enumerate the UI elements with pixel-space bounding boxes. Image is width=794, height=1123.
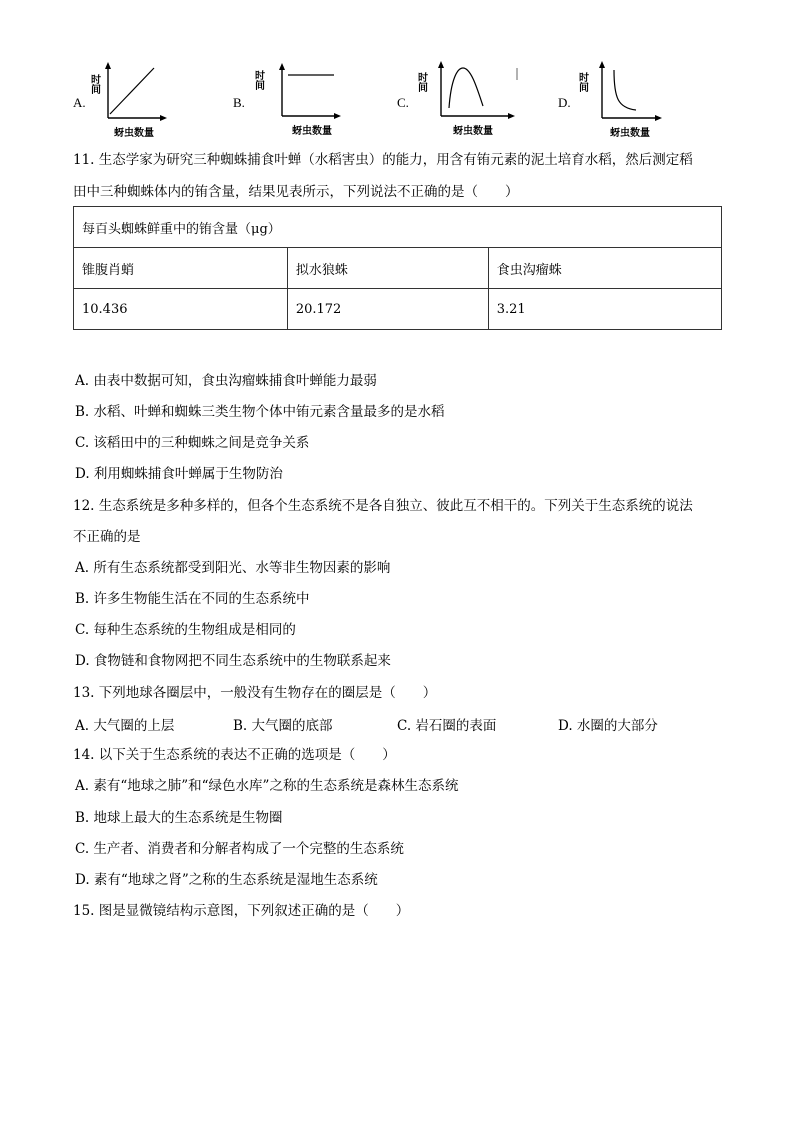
graph-d-ylabel: 时间 bbox=[576, 72, 588, 92]
q11-data-table bbox=[73, 206, 722, 330]
q13-option-d: D. 水圈的大部分 bbox=[558, 718, 658, 734]
option-c-letter: C. bbox=[397, 95, 409, 110]
graph-a bbox=[88, 60, 248, 145]
graph-c-yarrow bbox=[438, 61, 444, 68]
graph-c-xlabel: 蚜虫数量 bbox=[453, 126, 493, 137]
table-header-cell: 拟水狼蛛 bbox=[287, 248, 488, 289]
graph-c-curve bbox=[449, 68, 483, 108]
q11-option-d: D. 利用蜘蛛捕食叶蝉属于生物防治 bbox=[75, 466, 283, 482]
q11-option-b: B. 水稻、叶蝉和蜘蛛三类生物个体中铕元素含量最多的是水稻 bbox=[75, 404, 445, 420]
q12-option-d: D. 食物链和食物网把不同生态系统中的生物联系起来 bbox=[75, 653, 391, 669]
table-title-cell: 每百头蜘蛛鲜重中的铕含量（μg） bbox=[74, 207, 722, 248]
q11-stem-line2: 田中三种蜘蛛体内的铕含量，结果见表所示，下列说法不正确的是（ ） bbox=[73, 184, 519, 200]
graph-a-yarrow bbox=[105, 62, 111, 69]
graph-b-yarrow bbox=[279, 63, 285, 70]
graph-b-xarrow bbox=[334, 113, 341, 119]
table-row bbox=[74, 289, 722, 330]
graph-a-xarrow bbox=[160, 115, 167, 121]
graph-c-xarrow bbox=[508, 113, 515, 119]
table-value-cell: 3.21 bbox=[488, 289, 721, 330]
q12-option-c: C. 每种生态系统的生物组成是相同的 bbox=[75, 622, 296, 638]
q14-option-a: A. 素有“地球之肺”和“绿色水库”之称的生态系统是森林生态系统 bbox=[75, 778, 459, 794]
q14-option-c: C. 生产者、消费者和分解者构成了一个完整的生态系统 bbox=[75, 841, 404, 857]
q14-option-b: B. 地球上最大的生态系统是生物圈 bbox=[75, 810, 283, 826]
table-row bbox=[74, 248, 722, 289]
graph-a-xlabel: 蚜虫数量 bbox=[114, 128, 154, 139]
graph-d-xlabel: 蚜虫数量 bbox=[610, 128, 650, 139]
graph-c bbox=[413, 60, 573, 145]
table-value-cell: 20.172 bbox=[287, 289, 488, 330]
q12-option-a: A. 所有生态系统都受到阳光、水等非生物因素的影响 bbox=[75, 560, 391, 576]
graph-b bbox=[250, 60, 410, 145]
q14-option-d: D. 素有“地球之肾”之称的生态系统是湿地生态系统 bbox=[75, 872, 378, 888]
q13-option-a: A. 大气圈的上层 bbox=[75, 718, 175, 734]
table-header-cell: 锥腹肖蛸 bbox=[74, 248, 288, 289]
table-header-cell: 食虫沟瘤蛛 bbox=[488, 248, 721, 289]
q11-option-c: C. 该稻田中的三种蜘蛛之间是竞争关系 bbox=[75, 435, 310, 451]
q12-option-b: B. 许多生物能生活在不同的生态系统中 bbox=[75, 591, 310, 607]
graph-b-xlabel: 蚜虫数量 bbox=[292, 126, 332, 137]
option-b-letter: B. bbox=[233, 95, 245, 110]
graph-d bbox=[574, 60, 734, 145]
q12-stem-line2: 不正确的是 bbox=[73, 529, 141, 545]
graph-a-ylabel: 时间 bbox=[88, 74, 100, 94]
q14-stem: 14. 以下关于生态系统的表达不正确的选项是（ ） bbox=[73, 747, 396, 763]
q12-stem-line1: 12. 生态系统是多种多样的，但各个生态系统不是各自独立、彼此互不相干的。下列关于生态系统的说法 bbox=[73, 498, 693, 514]
table-row bbox=[74, 207, 722, 248]
q13-option-b: B. 大气圈的底部 bbox=[233, 718, 333, 734]
option-a-letter: A. bbox=[73, 95, 86, 110]
option-d-letter: D. bbox=[558, 95, 571, 110]
q13-stem: 13. 下列地球各圈层中，一般没有生物存在的圈层是（ ） bbox=[73, 685, 437, 701]
table-value-cell: 10.436 bbox=[74, 289, 288, 330]
q11-stem-line1: 11. 生态学家为研究三种蜘蛛捕食叶蝉（水稻害虫）的能力，用含有铕元素的泥土培育水稻，然后测定稻 bbox=[73, 152, 693, 168]
q11-option-a: A. 由表中数据可知，食虫沟瘤蛛捕食叶蝉能力最弱 bbox=[75, 373, 377, 389]
q15-stem: 15. 图是显微镜结构示意图，下列叙述正确的是（ ） bbox=[73, 903, 410, 919]
graph-c-ylabel: 时间 bbox=[415, 72, 427, 92]
graph-a-curve bbox=[110, 68, 154, 114]
graph-d-curve bbox=[614, 70, 636, 110]
q13-option-c: C. 岩石圈的表面 bbox=[397, 718, 497, 734]
graph-b-ylabel: 时间 bbox=[252, 70, 264, 90]
graph-d-yarrow bbox=[599, 61, 605, 68]
graph-d-xarrow bbox=[655, 115, 662, 121]
